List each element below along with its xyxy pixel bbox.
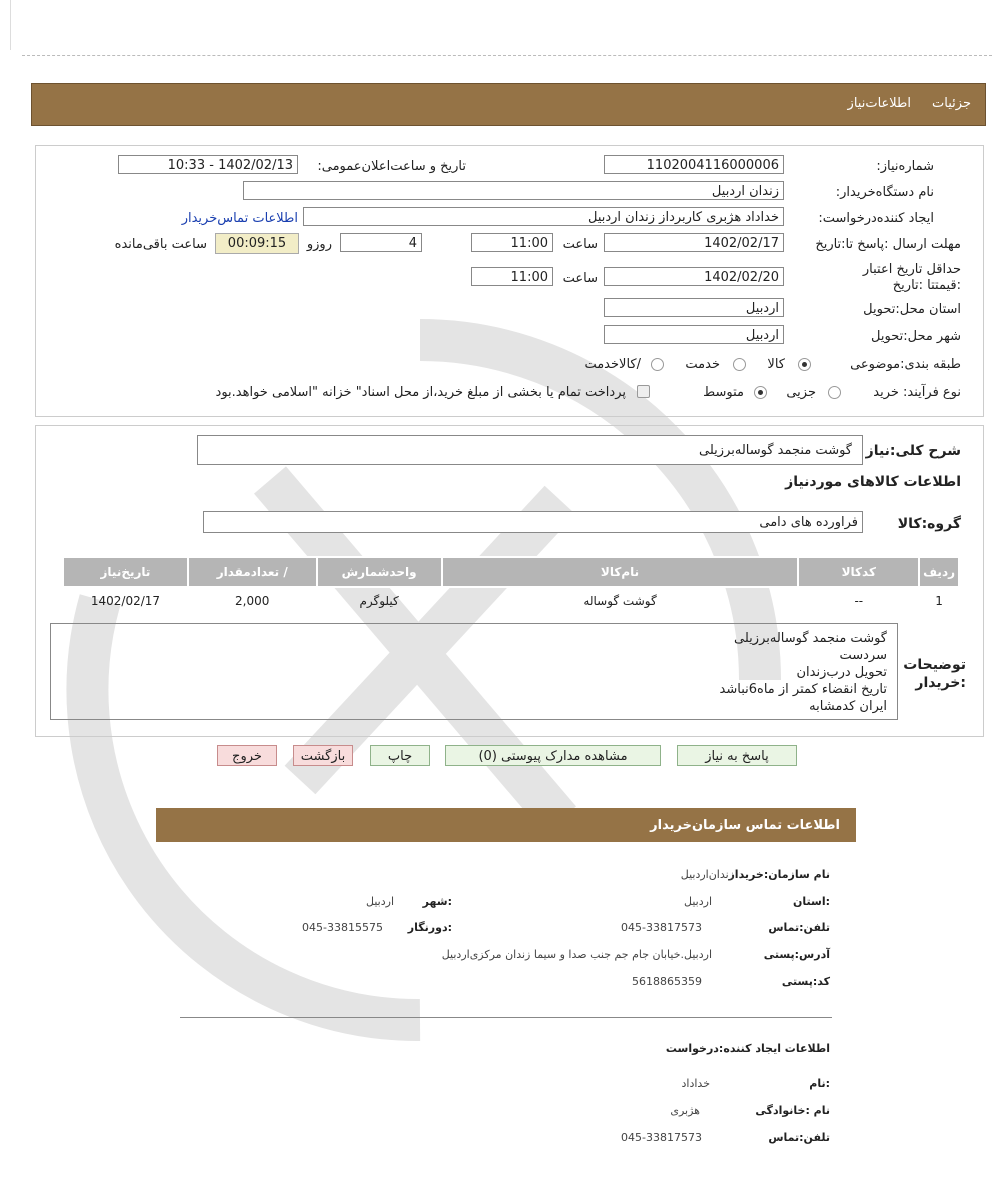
deadline-label: مهلت ارسال :پاسخ تا:تاریخ [815,237,961,252]
note-line: تاریخ انقضاء کمتر از ماه6نباشد [719,682,887,697]
fax-value: 045-33815575 [302,921,383,934]
items-title: اطلاعات کالاهای موردنیاز [785,474,961,490]
validity-label: حداقل تاریخ اعتبار :قیمتتا :تاریخ [862,262,961,293]
contact-section-title: اطلاعات تماس سازمان‌خریدار [650,818,840,833]
category-service-label: خدمت [685,357,720,372]
process-partial-label: جزیی [786,385,816,400]
city-field: اردبیل [604,325,784,344]
buyer-notes-box [50,623,898,720]
back-button[interactable]: بازگشت [293,745,353,766]
creator-name-label: :نام [809,1077,830,1090]
validity-date-field: 1402/02/20 [604,267,784,286]
note-line: ایران کدمشابه [809,699,887,714]
phone-value: 045-33817573 [621,921,702,934]
cell-code: -- [798,587,919,614]
top-divider [22,55,992,56]
postal-label: کد:پستی [781,975,830,988]
validity-hour-label: ساعت [562,271,598,286]
validity-hour-field: 11:00 [471,267,553,286]
creator-field: خداداد هژبری کاربرداز زندان اردبیل [303,207,784,226]
need-no-label: شماره‌نیاز: [876,159,934,174]
process-medium-label: متوسط [703,385,744,400]
city-contact-value: اردبیل [366,895,394,908]
category-goods-service-label: /کالاخدمت [584,357,641,372]
postal-value: 5618865359 [632,975,702,988]
org-label: نام سازمان:خریدار [728,868,830,881]
province-field: اردبیل [604,298,784,317]
province-contact-label: :استان [793,895,830,908]
group-label: گروه:کالا [897,516,961,532]
creator-name-value: خداداد [681,1077,710,1090]
table-header-row [63,557,959,587]
cell-unit: کیلوگرم [317,587,442,614]
city-contact-label: :شهر [422,895,452,908]
creator-label: ایجاد کننده‌درخواست: [818,211,934,226]
col-row-header: ردیف [919,557,959,587]
tab-details[interactable]: جزئیات [932,96,971,111]
address-value: اردبیل.خیابان جام جم جنب صدا و سیما زندان مرکزی‌اردبیل [441,948,712,961]
announce-field: 1402/02/13 - 10:33 [118,155,298,174]
col-name-header: نام‌کالا [442,557,799,587]
phone-label: تلفن:تماس [768,921,830,934]
fax-label: :دورنگار [407,921,452,934]
group-field: فراورده های دامی [203,511,863,533]
remaining-label: ساعت باقی‌مانده [114,237,207,252]
col-unit-header: واحدشمارش [317,557,442,587]
category-goods-service-radio[interactable] [651,358,664,371]
view-documents-button[interactable]: مشاهده مدارک پیوستی (0) [445,745,661,766]
buyer-org-label: نام دستگاه‌خریدار: [835,185,934,200]
process-partial-radio[interactable] [828,386,841,399]
left-edge-line [10,0,11,50]
deadline-date-field: 1402/02/17 [604,233,784,252]
category-service-radio[interactable] [733,358,746,371]
tab-need-info[interactable]: اطلاعات‌نیاز [847,96,911,111]
desc-label: شرح کلی:نیاز [865,443,961,459]
creator-phone-label: تلفن:تماس [768,1131,830,1144]
city-label: شهر محل:تحویل [871,329,961,344]
col-qty-header: / تعدادمقدار [188,557,317,587]
note-line: تحویل درب‌زندان [796,665,887,680]
note-line: سردست [839,648,887,663]
category-goods-label: کالا [767,357,785,372]
buyer-contact-link[interactable]: اطلاعات تماس‌خریدار [181,211,298,226]
creator-family-value: هژبری [670,1104,700,1117]
contact-divider [180,1017,832,1018]
creator-family-label: نام :خانوادگی [755,1104,830,1117]
table-row [63,587,959,614]
remaining-timer: 00:09:15 [215,233,299,254]
process-label: نوع فرآیند: خرید [873,385,961,400]
deadline-hour-field: 11:00 [471,233,553,252]
days-label: روزو [306,237,332,252]
note-line: گوشت منجمد گوساله‌برزیلی [734,631,887,646]
reply-button[interactable]: پاسخ به نیاز [677,745,797,766]
buyer-org-field: زندان اردبیل [243,181,784,200]
creator-section-title: اطلاعات ایجاد کننده:درخواست [665,1042,830,1055]
days-field: 4 [340,233,422,252]
header-bar [31,83,986,126]
province-contact-value: اردبیل [684,895,712,908]
cell-date: 1402/02/17 [63,587,188,614]
treasury-payment-checkbox[interactable] [637,385,650,398]
category-goods-radio[interactable] [798,358,811,371]
buyer-notes-label: توضیحات :خریدار [903,657,966,691]
treasury-payment-label: پرداخت تمام یا بخشی از مبلغ خرید،از محل اسناد" خزانه "اسلامی خواهد.بود [215,385,626,400]
deadline-hour-label: ساعت [562,237,598,252]
creator-phone-value: 045-33817573 [621,1131,702,1144]
cell-row: 1 [919,587,959,614]
process-medium-radio[interactable] [754,386,767,399]
org-value: زندان‌اردبیل [680,868,734,881]
cell-name: گوشت گوساله [442,587,799,614]
contact-section-header [156,808,856,842]
col-date-header: تاریخ‌نیاز [63,557,188,587]
desc-field: گوشت منجمد گوساله‌برزیلی [197,435,863,465]
cell-qty: 2,000 [188,587,317,614]
items-table [62,556,960,614]
need-no-field: 1102004116000006 [604,155,784,174]
province-label: استان محل:تحویل [863,302,961,317]
print-button[interactable]: چاپ [370,745,430,766]
category-label: طبقه بندی:موضوعی [850,357,961,372]
address-label: آدرس:پستی [763,948,830,961]
col-code-header: کدکالا [798,557,919,587]
announce-label: تاریخ و ساعت‌اعلان‌عمومی: [317,159,466,174]
exit-button[interactable]: خروج [217,745,277,766]
